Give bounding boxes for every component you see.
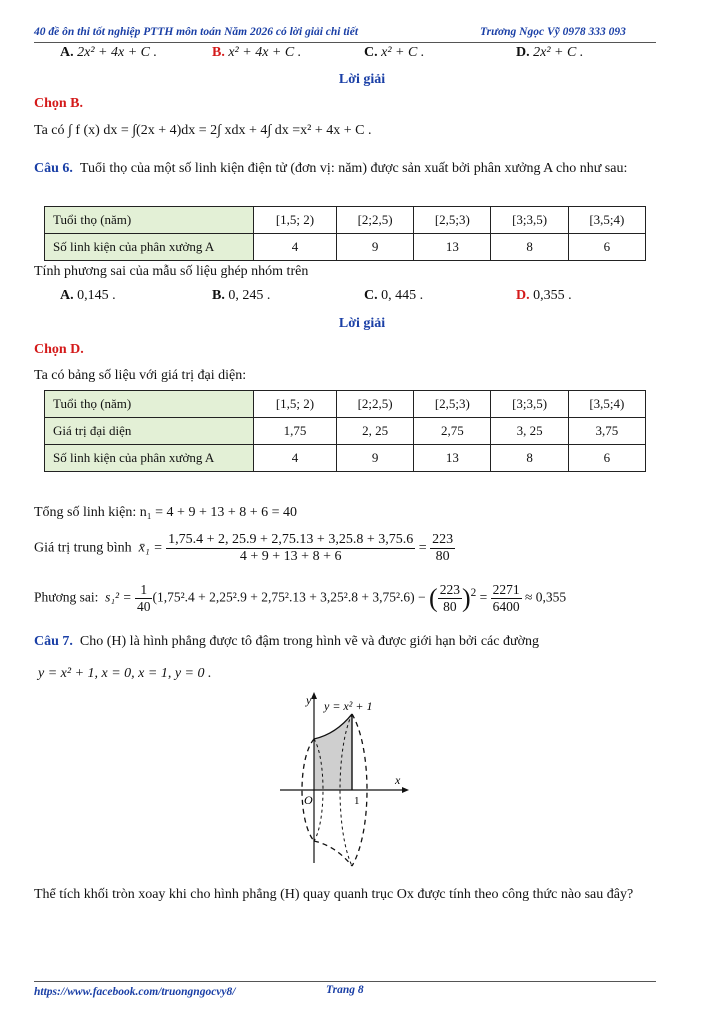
- q7-lines: y = x² + 1, x = 0, x = 1, y = 0 .: [38, 666, 212, 681]
- x-axis-arrow-icon: [402, 787, 409, 793]
- header-rule: [34, 42, 656, 43]
- q5-option-d: 2x² + C .: [533, 45, 584, 60]
- q6-variance: Phương sai: s₁² = $\frac{1}{40}$ (1,75².4 + 2,25².9 + 2,75².13 + 3,25².8 + 3,75².6) − ( $\frac{223}{80}$ )$^2$ = $\frac{2271}{6400}$ ≈ 0,355: [34, 582, 567, 614]
- q6-options: A. 0,145 . B. 0, 245 . C. 0, 445 . D. 0,355 .: [60, 288, 572, 303]
- origin-label: O: [304, 793, 313, 807]
- q6-table-1: Tuổi thọ (năm) [1,5; 2) [2;2,5) [2,5;3) [3;3,5) [3,5;4) Số linh kiện của phân xưởng A 4 9 13 8 6: [44, 206, 646, 261]
- q6-option-a: 0,145 .: [77, 288, 116, 303]
- q7-text: Câu 7. Cho (H) là hình phẳng được tô đậm trong hình vẽ và được giới hạn bởi các đường: [34, 634, 539, 649]
- region-h: [314, 714, 352, 790]
- y-axis-arrow-icon: [311, 692, 317, 699]
- curve-label: y = x² + 1: [324, 699, 373, 713]
- q6-option-b: 0, 245 .: [228, 288, 271, 303]
- page-number: Trang 8: [326, 984, 364, 996]
- q5-options: A. 2x² + 4x + C . B. x² + 4x + C . C. x² + C . D. 2x² + C .: [60, 45, 584, 60]
- reflected-curve: [314, 841, 352, 866]
- q6-mean: Giá trị trung bình x̄₁ = $\frac{1,75.4 + 2, 25.9 + 2,75.13 + 3,25.8 + 3,75.6}{4 + 9 + 13 + 8 + 6}$ = $\frac{223}{80}$: [34, 532, 454, 564]
- x-axis-label: x: [395, 773, 401, 787]
- q6-table-2: Tuổi thọ (năm) [1,5; 2) [2;2,5) [2,5;3) [3;3,5) [3,5;4) Giá trị đại diện 1,75 2, 25 2,75 3, 25 3,75 Số linh kiện của phân xưởng A 4 9 13 8 6: [44, 390, 646, 472]
- q5-work: Ta có ∫ f (x) dx = ∫(2x + 4)dx = 2∫ xdx + 4∫ dx =x² + 4x + C .: [34, 123, 372, 138]
- q5-option-c: x² + C .: [381, 45, 425, 60]
- header-author: Trương Ngọc Vỹ 0978 333 093: [480, 26, 626, 38]
- q6-chosen: Chọn D.: [34, 342, 84, 357]
- one-label: 1: [354, 795, 360, 807]
- q7-question: Thể tích khối tròn xoay khi cho hình phẳng (H) quay quanh trục Ox được tính theo công thức nào sau đây?: [34, 887, 634, 902]
- q6-option-d: 0,355 .: [533, 288, 572, 303]
- q5-option-b: x² + 4x + C .: [228, 45, 302, 60]
- q6-text: Câu 6. Tuổi thọ của một số linh kiện điện tử (đơn vị: năm) được sản xuất bởi phân xưởng A cho như sau:: [34, 161, 628, 176]
- header-title: 40 đề ôn thi tốt nghiệp PTTH môn toán Năm 2026 có lời giải chi tiết: [34, 26, 359, 38]
- q6-solution-title: Lời giải: [338, 316, 386, 331]
- y-axis-label: y: [306, 693, 312, 707]
- q6-prompt: Tính phương sai của mẫu số liệu ghép nhóm trên: [34, 264, 309, 279]
- q5-chosen: Chọn B.: [34, 96, 84, 111]
- q6-total: Tổng số linh kiện: n₁ = 4 + 9 + 13 + 8 + 6 = 40: [34, 505, 298, 520]
- q5-solution-title: Lời giải: [338, 72, 386, 87]
- q6-option-c: 0, 445 .: [381, 288, 424, 303]
- footer-link[interactable]: https://www.facebook.com/truongngocvy8/: [34, 986, 236, 998]
- footer-rule: [34, 981, 656, 982]
- q5-option-a: 2x² + 4x + C .: [77, 45, 157, 60]
- q7-figure: [280, 688, 410, 868]
- q6-intro: Ta có bảng số liệu với giá trị đại diện:: [34, 368, 247, 383]
